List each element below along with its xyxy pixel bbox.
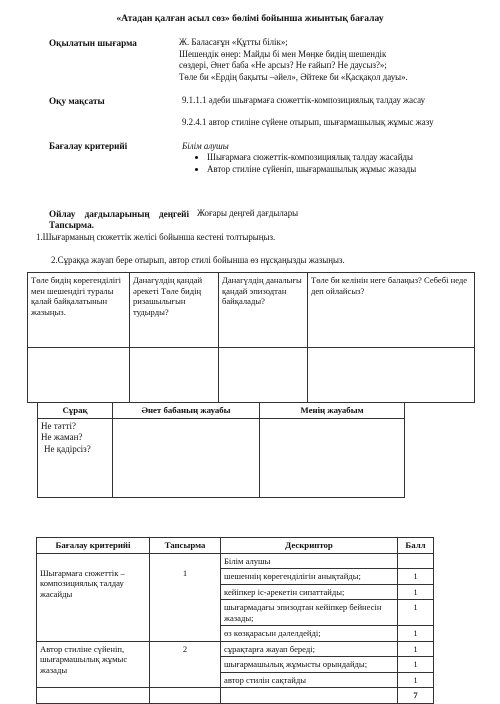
question: Не қадірсіз?: [44, 443, 91, 454]
work-line: Төле би «Ердің бақыты –әйел», Әйтеке би «Қасқақол дауы».: [179, 71, 408, 82]
skill-value: Жоғары деңгей дағдылары: [197, 208, 299, 218]
empty-cell: [150, 688, 221, 704]
answer-cell[interactable]: [219, 348, 308, 403]
total-row: [37, 688, 434, 704]
goal-label: Оқу мақсаты: [49, 96, 105, 106]
task-number: 1: [150, 553, 221, 641]
answer-cell[interactable]: [130, 348, 219, 403]
score: 1: [398, 569, 434, 585]
criteria-level: Білім алушы: [182, 141, 229, 151]
task-number: 2: [150, 641, 221, 688]
table-cell: Данагүлдің қандай әрекеті Төле бидің ризашылығын тудырды?: [130, 273, 219, 348]
table-row: [28, 348, 475, 403]
score-cell: [398, 553, 434, 569]
goal-2: 9.2.4.1 автор стиліне сүйене отырып, шығармашылық жұмыс жазу: [182, 117, 434, 127]
table-header-row: [28, 273, 475, 348]
assessment-table: [36, 537, 434, 704]
answer-cell[interactable]: [28, 348, 130, 403]
question: Не тәтті?: [41, 420, 77, 431]
answer-cell[interactable]: [308, 348, 475, 403]
empty-cell: [37, 688, 150, 704]
total-score: 7: [398, 688, 434, 704]
table-header-row: [38, 403, 405, 419]
table-row: [38, 418, 405, 497]
goal-1: 9.1.1.1 әдеби шығармаға сюжеттік-композициялық талдау жасау: [182, 95, 426, 105]
descriptor: шығармашылық жұмысты орындайды;: [221, 657, 398, 673]
answer-cell[interactable]: [113, 418, 260, 497]
table-header: Әнет бабаның жауабы: [113, 403, 260, 419]
criteria-list: [193, 152, 447, 175]
work-line: Шешендік өнер: Майды бі мен Мөңке бидің шешендік: [179, 48, 387, 59]
questions-cell: [38, 418, 113, 497]
answer-cell[interactable]: [260, 418, 405, 497]
table-header: Сұрақ: [38, 403, 113, 419]
level-cell: Білім алушы: [221, 553, 398, 569]
question: Не жаман?: [41, 432, 83, 442]
descriptor: кейіпкер іс-әрекетін сипаттайды;: [221, 584, 398, 600]
task-1: 1.Шығарманың сюжеттік желісі бойынша кестені толтырыңыз.: [36, 232, 276, 242]
task-2: 2.Сұраққа жауап бере отырып, автор стилі бойынша өз нұсқаңызды жазыңыз.: [51, 255, 345, 265]
criterion-cell: Шығармаға сюжеттік – композициялық талдау жасайды: [37, 553, 150, 641]
score: 1: [398, 584, 434, 600]
score: 1: [398, 672, 434, 688]
table-cell: Төле би келінін неге балаңыз? Себебі неде деп ойлайсыз?: [308, 273, 475, 348]
table-row: [37, 641, 434, 657]
criterion-cell: Автор стиліне сүйеніп, шығармашылық жұмыс жазады: [37, 641, 150, 688]
table-header: Бағалау критерийі: [37, 538, 150, 554]
score: 1: [398, 600, 434, 626]
work-line: сөздері, Әнет баба «Не арсыз? Не ғайып? Не даусыз?»;: [179, 60, 387, 70]
score: 1: [398, 657, 434, 673]
table-header-row: [37, 538, 434, 554]
table-header: Балл: [398, 538, 434, 554]
descriptor: автор стилін сақтайды: [221, 672, 398, 688]
skill-label: Ойлау дағдыларының деңгейі: [49, 209, 189, 219]
criteria-item: • Шығармаға сюжеттік-композициялық талдау жасайды: [207, 152, 447, 164]
table-header: Дескриптор: [221, 538, 398, 554]
descriptor: шешеннің көрегенділігін анықтайды;: [221, 569, 398, 585]
descriptor: сұрақтарға жауап береді;: [221, 641, 398, 657]
criteria-label: Бағалау критерийі: [49, 141, 128, 151]
table-cell: Данагүлдің даналығы қандай эпизодтан байқалады?: [219, 273, 308, 348]
score: 1: [398, 641, 434, 657]
document-title: «Атадан қалған асыл сөз» бөлімі бойынша жиынтық бағалау: [116, 13, 384, 24]
table-header: Менің жауабым: [260, 403, 405, 419]
question-table: [37, 402, 405, 498]
empty-cell: [221, 688, 398, 704]
table-row: [37, 553, 434, 569]
plot-table: [27, 272, 475, 403]
criteria-item: • Автор стиліне сүйеніп, шығармашылық жұмыс жазады: [207, 164, 447, 176]
descriptor: өз көзқарасын дәлелдейді;: [221, 626, 398, 642]
task-label: Тапсырма.: [49, 220, 94, 230]
table-header: Тапсырма: [150, 538, 221, 554]
descriptor: шығармадағы эпизодтан кейіпкер бейнесін жазады;: [221, 600, 398, 626]
score: 1: [398, 626, 434, 642]
work-line: Ж. Баласағұн «Құтты білік»;: [179, 37, 288, 47]
work-list: [179, 37, 479, 83]
work-label: Оқылатын шығарма: [49, 38, 137, 48]
table-cell: Төле бидің көрегенділігі мен шешендігі туралы қалай байқалатынын жазыңыз.: [28, 273, 130, 348]
